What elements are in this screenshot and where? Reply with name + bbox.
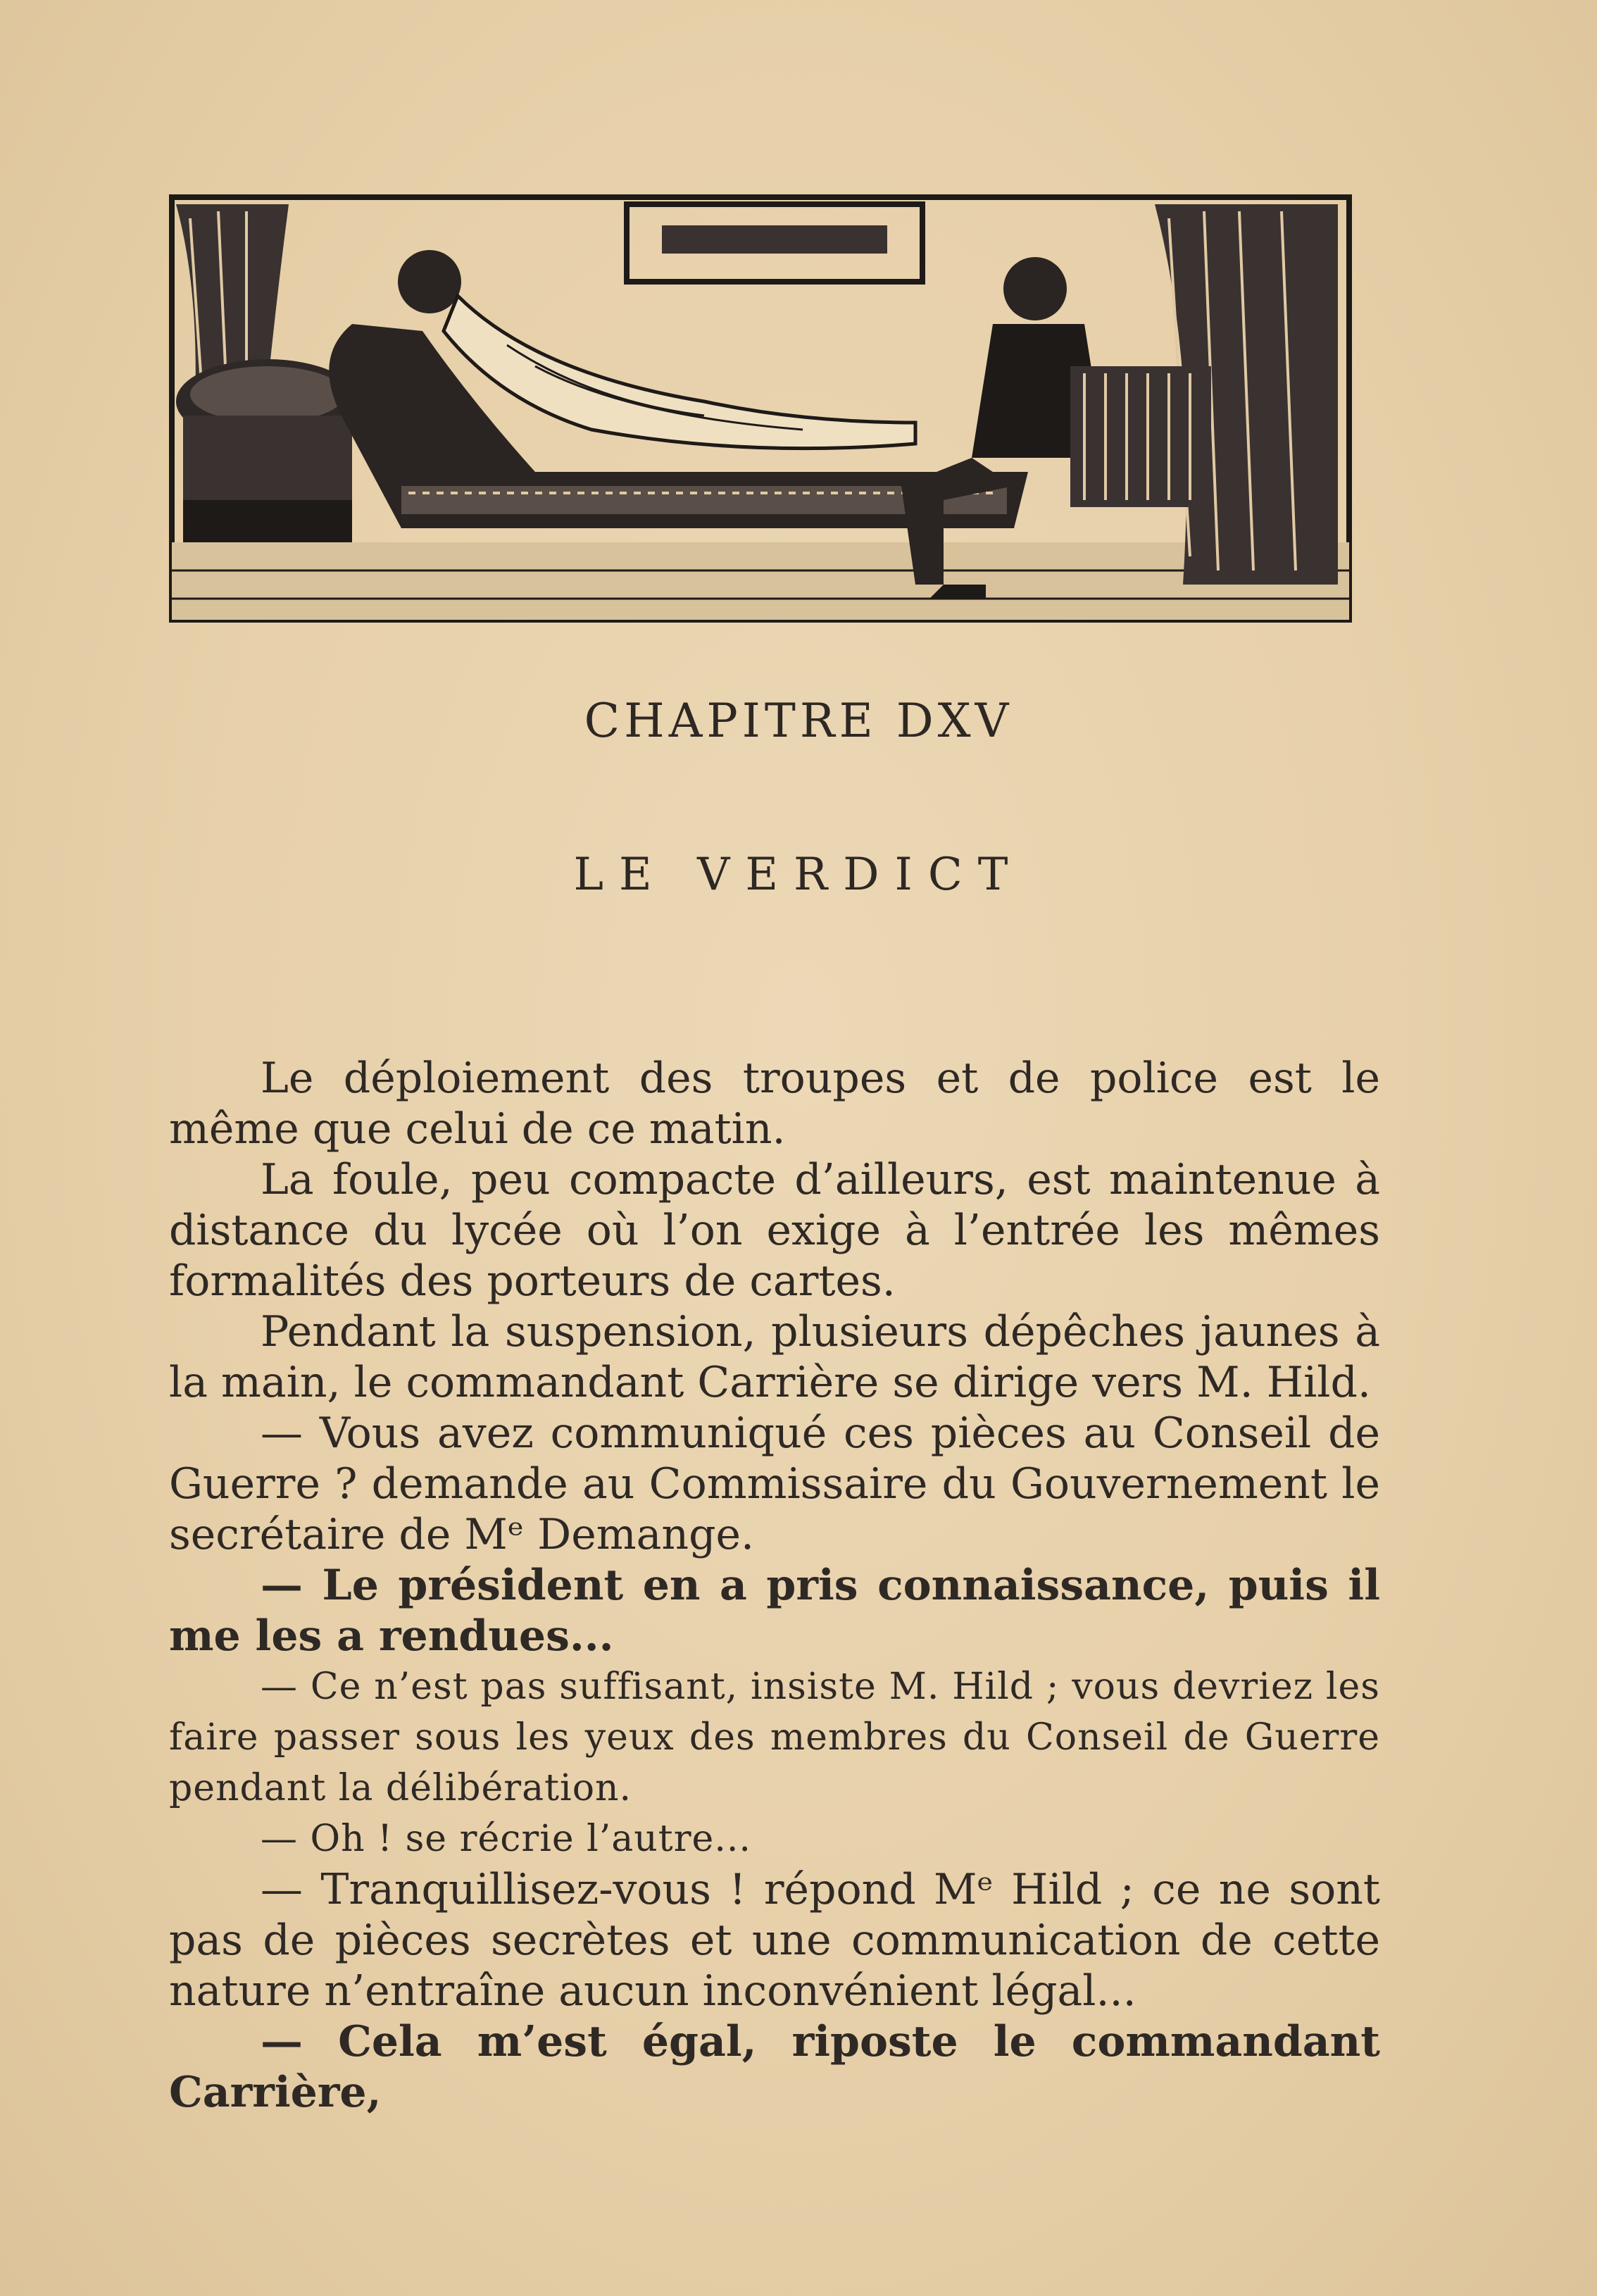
paragraph: Le déploiement des troupes et de police est le même que celui de ce matin.	[169, 1054, 1380, 1154]
paragraph: Pendant la suspension, plusieurs dépêches jaunes à la main, le commandant Carrière se dirige vers M. Hild.	[169, 1307, 1380, 1407]
body-text	[169, 1053, 1380, 2118]
paragraph: — Ce n’est pas suffisant, insiste M. Hild ; vous devriez les faire passer sous les yeux des membres du Conseil de Guerre pendant la délibération.	[169, 1666, 1380, 1809]
chapter-heading: CHAPITRE DXV	[584, 694, 1013, 748]
engraving-illustration	[169, 190, 1352, 627]
paragraph: — Tranquillisez-vous ! répond Mᵉ Hild ; ce ne sont pas de pièces secrètes et une communication de cette nature n’entraîne aucun inconvénient légal...	[169, 1865, 1380, 2016]
paragraph: La foule, peu compacte d’ailleurs, est maintenue à distance du lycée où l’on exige à l’entrée les mêmes formalités des porteurs de cartes.	[169, 1155, 1380, 1306]
chapter-title: LE VERDICT	[573, 849, 1024, 901]
salon-scene-icon	[169, 190, 1352, 627]
paragraph: — Cela m’est égal, riposte le commandant Carrière,	[169, 2017, 1380, 2117]
paragraph: — Le président en a pris connaissance, puis il me les a rendues...	[169, 1561, 1380, 1661]
paragraph: — Vous avez communiqué ces pièces au Conseil de Guerre ? demande au Commissaire du Gouvernement le secrétaire de Mᵉ Demange.	[169, 1409, 1380, 1559]
paragraph: — Oh ! se récrie l’autre...	[261, 1818, 751, 1860]
